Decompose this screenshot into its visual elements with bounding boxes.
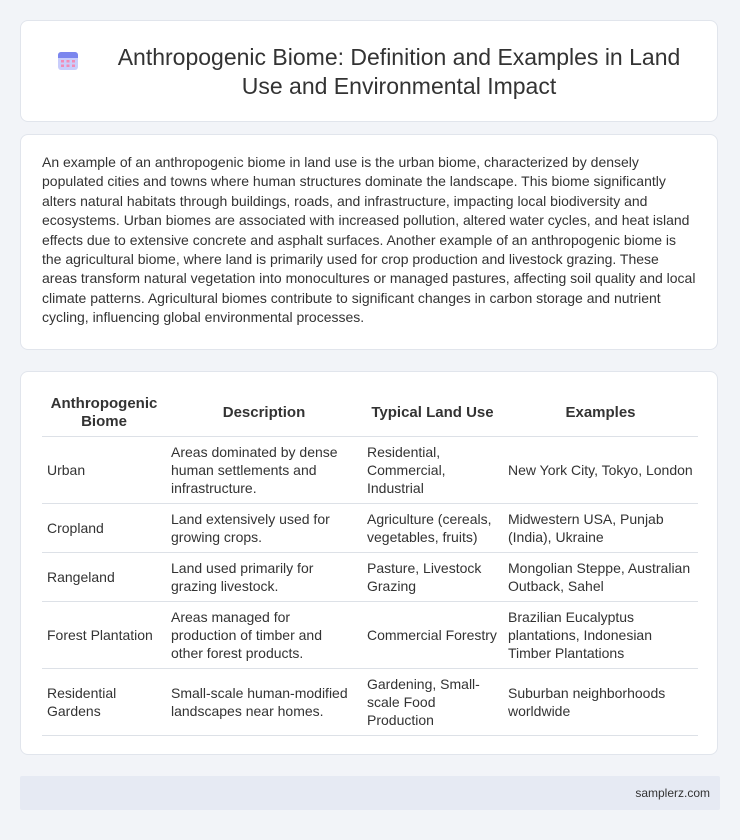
cell-description: Areas managed for production of timber and other forest products. <box>166 602 362 669</box>
cell-land-use: Gardening, Small-scale Food Production <box>362 669 503 736</box>
footer <box>20 776 720 810</box>
intro-card <box>20 134 718 350</box>
table-row <box>42 553 698 602</box>
cell-examples: Mongolian Steppe, Australian Outback, Sahel <box>503 553 698 602</box>
cell-land-use: Commercial Forestry <box>362 602 503 669</box>
table-card <box>20 371 718 755</box>
table-row <box>42 669 698 736</box>
title-card <box>20 20 718 122</box>
table-row <box>42 602 698 669</box>
cell-examples: Midwestern USA, Punjab (India), Ukraine <box>503 504 698 553</box>
header-description: Description <box>166 390 362 437</box>
cell-description: Small-scale human-modified landscapes near homes. <box>166 669 362 736</box>
cell-land-use: Pasture, Livestock Grazing <box>362 553 503 602</box>
table-row <box>42 437 698 504</box>
cell-description: Land used primarily for grazing livestock. <box>166 553 362 602</box>
cell-land-use: Agriculture (cereals, vegetables, fruits) <box>362 504 503 553</box>
footer-site-link[interactable]: samplerz.com <box>635 786 710 800</box>
table-header-row <box>42 390 698 437</box>
page-title: Anthropogenic Biome: Definition and Examples in Land Use and Environmental Impact <box>117 44 681 99</box>
cell-land-use: Residential, Commercial, Industrial <box>362 437 503 504</box>
cell-biome: Urban <box>42 437 166 504</box>
header-examples: Examples <box>503 390 698 437</box>
cell-examples: Brazilian Eucalyptus plantations, Indonesian Timber Plantations <box>503 602 698 669</box>
intro-paragraph: An example of an anthropogenic biome in land use is the urban biome, characterized by densely populated cities and towns where human structures dominate the landscape. This biome significantly alters natural habitats through buildings, roads, and infrastructure, impacting local biodiversity and ecosystems. Urban biomes are associated with increased pollution, altered water cycles, and heat island effects due to extensive concrete and asphalt surfaces. Another example of an anthropogenic biome is the agricultural biome, where land is primarily used for crop production and livestock grazing. These areas transform natural vegetation into monocultures or managed pastures, affecting soil quality and local climate patterns. Agricultural biomes contribute to significant changes in carbon storage and nutrient cycling, influencing global environmental processes. <box>42 154 696 326</box>
cell-examples: Suburban neighborhoods worldwide <box>503 669 698 736</box>
cell-biome: Forest Plantation <box>42 602 166 669</box>
cell-biome: Cropland <box>42 504 166 553</box>
header-land-use: Typical Land Use <box>362 390 503 437</box>
cell-biome: Rangeland <box>42 553 166 602</box>
cell-examples: New York City, Tokyo, London <box>503 437 698 504</box>
cell-biome: Residential Gardens <box>42 669 166 736</box>
biome-table <box>42 390 698 736</box>
table-row <box>42 504 698 553</box>
cell-description: Areas dominated by dense human settlements and infrastructure. <box>166 437 362 504</box>
cell-description: Land extensively used for growing crops. <box>166 504 362 553</box>
header-biome: Anthropogenic Biome <box>42 390 166 437</box>
